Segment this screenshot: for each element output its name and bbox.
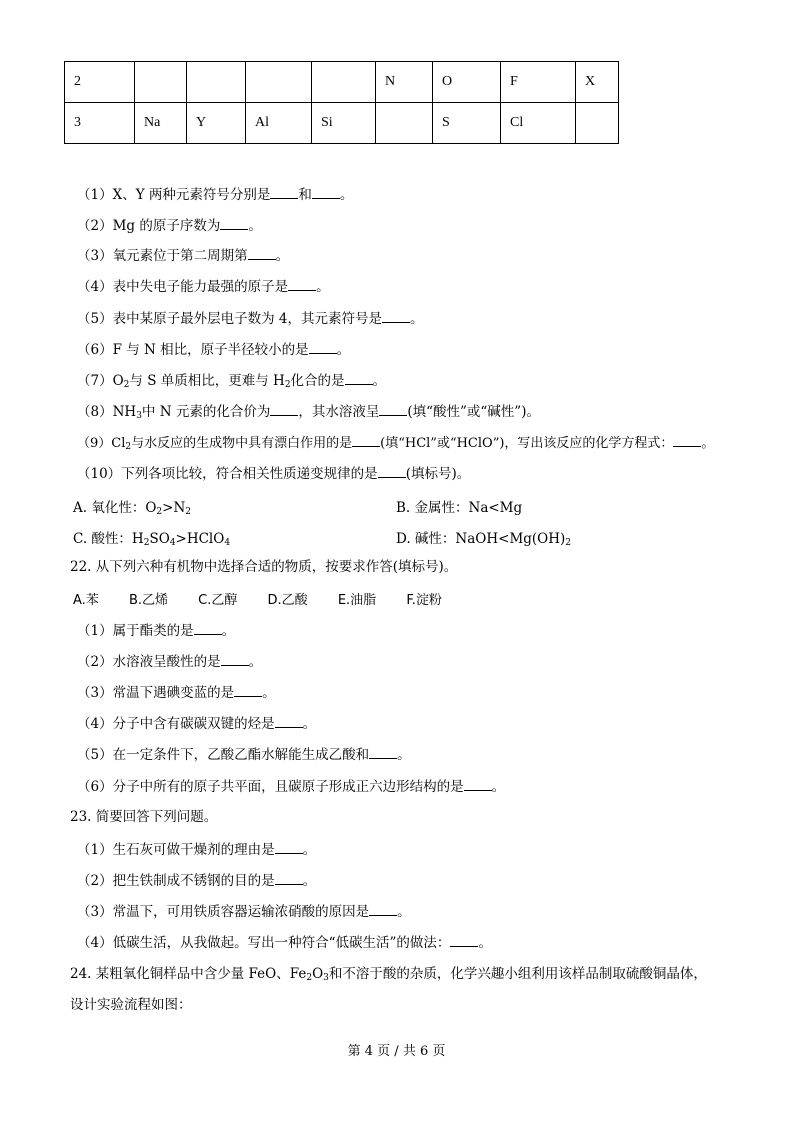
- answer-blank[interactable]: [248, 246, 276, 260]
- table-cell: Y: [187, 103, 246, 144]
- page-footer: 第 4 页 / 共 6 页: [347, 1044, 446, 1059]
- table-row: [65, 103, 619, 144]
- answer-blank[interactable]: [234, 683, 262, 697]
- table-cell: 3: [65, 103, 135, 144]
- choice-item: D.乙酸: [267, 593, 308, 608]
- table-cell: [576, 103, 619, 144]
- q22-title: 22. 从下列六种有机物中选择合适的物质，按要求作答(填标号)。: [70, 559, 458, 575]
- table-cell: Al: [246, 103, 312, 144]
- answer-blank[interactable]: [673, 433, 701, 447]
- answer-blank[interactable]: [275, 714, 303, 728]
- answer-blank[interactable]: [382, 309, 410, 323]
- answer-blank[interactable]: [379, 402, 407, 416]
- q21-part9: $(9)Cl_2$与水反应的生成物中具有漂白作用的是 (填“HCl”或“HClO”)，写出该反应的化学方程式： 。: [77, 433, 714, 453]
- table-cell: [187, 62, 246, 103]
- table-cell: Cl: [501, 103, 576, 144]
- q23-part2: （2）把生铁制成不锈钢的目的是 。: [77, 873, 317, 889]
- answer-blank[interactable]: [221, 652, 249, 666]
- table-cell: 2: [65, 62, 135, 103]
- table-cell: O: [433, 62, 501, 103]
- option-c: C. 酸性：$H_2SO_4>HClO_4$: [73, 531, 231, 548]
- table-cell: [376, 103, 433, 144]
- table-cell: N: [376, 62, 433, 103]
- q21-part4: （4）表中失电子能力最强的原子是 。: [77, 279, 330, 295]
- q21-part7: $(7)O_2$与 S 单质相比，更难与 $H_2$化合的是 。: [77, 373, 387, 390]
- q21-part5: （5）表中某原子最外层电子数为 4，其元素符号是 。: [77, 311, 424, 327]
- q22-part5: （5）在一定条件下，乙酸乙酯水解能生成乙酸和 。: [77, 747, 411, 763]
- answer-blank[interactable]: [464, 777, 492, 791]
- answer-blank[interactable]: [194, 621, 222, 635]
- table-cell: F: [501, 62, 576, 103]
- q21-part8: $(8)NH_3$中 N 元素的化合价为 ，其水溶液呈 (填“酸性”或“碱性”)。: [77, 404, 540, 421]
- table-cell: [312, 62, 376, 103]
- table-cell: Si: [312, 103, 376, 144]
- choice-item: A.苯: [73, 593, 99, 608]
- answer-blank[interactable]: [275, 840, 303, 854]
- option-a: A. 氧化性：$O_2>N_2$: [73, 500, 191, 517]
- answer-blank[interactable]: [345, 371, 373, 385]
- q22-part3: （3）常温下遇碘变蓝的是 。: [77, 685, 276, 701]
- table-cell: Na: [135, 103, 187, 144]
- answer-blank[interactable]: [369, 745, 397, 759]
- q21-part3: （3）氧元素位于第二周期第 。: [77, 248, 290, 264]
- q23-part4: （4）低碳生活，从我做起。写出一种符合“低碳生活”的做法： 。: [77, 935, 492, 951]
- table-cell: S: [433, 103, 501, 144]
- table-cell: [135, 62, 187, 103]
- answer-blank[interactable]: [270, 402, 298, 416]
- choice-item: E.油脂: [337, 593, 377, 608]
- q21-part1: （1）X、Y 两种元素符号分别是 和 。: [77, 187, 354, 203]
- periodic-table-fragment: [64, 61, 619, 144]
- answer-blank[interactable]: [275, 871, 303, 885]
- q23-part3: （3）常温下，可用铁质容器运输浓硝酸的原因是 。: [77, 904, 411, 920]
- q22-part2: （2）水溶液呈酸性的是 。: [77, 654, 263, 670]
- q22-part1: （1）属于酯类的是 。: [77, 623, 236, 639]
- option-d: D. 碱性：$NaOH<Mg(OH)_2$: [396, 531, 572, 548]
- answer-blank[interactable]: [312, 185, 340, 199]
- q23-part1: （1）生石灰可做干燥剂的理由是 。: [77, 842, 317, 858]
- answer-blank[interactable]: [450, 933, 478, 947]
- answer-blank[interactable]: [352, 433, 380, 447]
- table-cell: [246, 62, 312, 103]
- answer-blank[interactable]: [378, 464, 406, 478]
- q21-part10: （10）下列各项比较，符合相关性质递变规律的是 (填标号)。: [77, 466, 471, 482]
- q22-part6: （6）分子中所有的原子共平面，且碳原子形成正六边形结构的是 。: [77, 779, 506, 795]
- answer-blank[interactable]: [309, 340, 337, 354]
- q22-choices: [73, 589, 468, 608]
- q23-title: 23. 简要回答下列问题。: [70, 809, 218, 825]
- option-b: B. 金属性：Na<Mg: [396, 500, 523, 516]
- choice-item: C.乙醇: [198, 593, 238, 608]
- q24-line1: 24. 某粗氧化铜样品中含少量 FeO、$Fe_2O_3$和不溶于酸的杂质，化学兴趣小组利用该样品制取硫酸铜晶体，: [70, 966, 707, 983]
- answer-blank[interactable]: [270, 185, 298, 199]
- answer-blank[interactable]: [369, 902, 397, 916]
- q22-part4: （4）分子中含有碳碳双键的烃是 。: [77, 716, 317, 732]
- choice-item: B.乙烯: [128, 593, 169, 608]
- answer-blank[interactable]: [220, 216, 248, 230]
- answer-blank[interactable]: [288, 277, 316, 291]
- q21-part6: （6）F 与 N 相比，原子半径较小的是 。: [77, 342, 351, 358]
- choice-item: F.淀粉: [406, 593, 442, 608]
- table-row: [65, 62, 619, 103]
- q21-part2: （2）Mg 的原子序数为 。: [77, 218, 262, 234]
- table-cell: X: [576, 62, 619, 103]
- q24-line2: 设计实验流程如图：: [70, 997, 192, 1013]
